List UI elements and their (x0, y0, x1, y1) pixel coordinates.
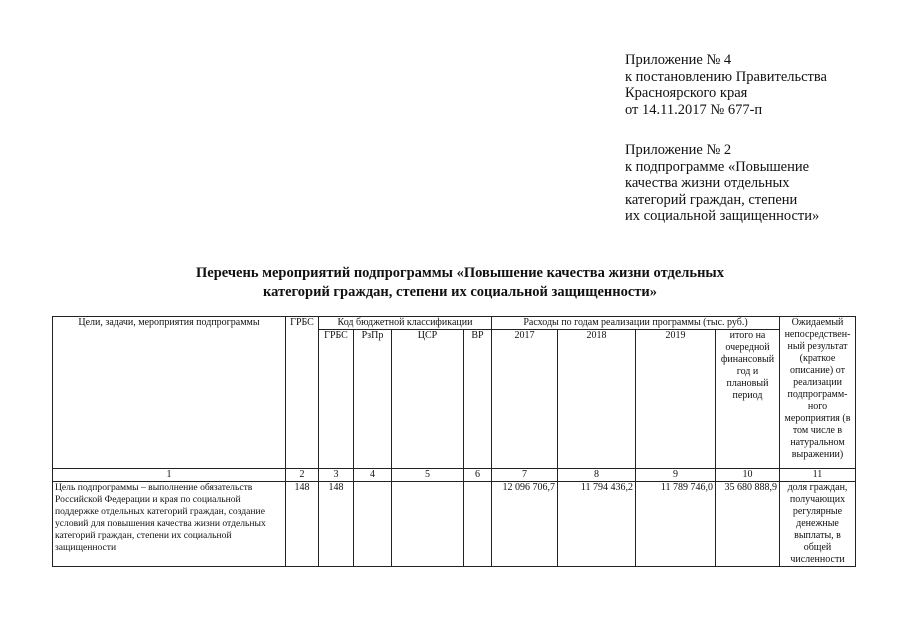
measures-table (52, 316, 856, 567)
column-number: 6 (464, 469, 492, 482)
appendix-4-line2: к постановлению Правительства (625, 68, 827, 85)
appendix-2-line4: категорий граждан, степени (625, 191, 798, 208)
appendix-4-line4: от 14.11.2017 № 677-п (625, 101, 763, 118)
appendix-2-line2: к подпрограмме «Повышение (625, 158, 810, 175)
appendix-2-line5: их социальной защищенности» (625, 208, 820, 224)
code-grbs-value: 148 (319, 482, 354, 567)
header-budget-code: Код бюджетной классификации (319, 317, 492, 330)
header-row-1 (53, 317, 856, 330)
header-total: итого на очередной финансовый год и плановый период (716, 330, 780, 469)
header-sub-vr: ВР (464, 330, 492, 469)
table-row (53, 482, 856, 567)
goal-description: Цель подпрограммы – выполнение обязательств Российской Федерации и края по социальной поддержке отдельных категорий граждан, создание условий для повышения качества жизни отдельных категорий граждан, степени их социальной защищенности (53, 482, 286, 567)
value-total: 35 680 888,9 (716, 482, 780, 567)
header-sub-rzpr: РзПр (354, 330, 392, 469)
column-number: 8 (558, 469, 636, 482)
header-expenses: Расходы по годам реализации программы (тыс. руб.) (492, 317, 780, 330)
appendix-2-line1: Приложение № 2 (625, 142, 732, 158)
appendix-4-block (625, 52, 827, 118)
document-title-line2: категорий граждан, степени их социальной защищенности» (262, 284, 658, 300)
document-title (130, 264, 790, 302)
appendix-2-block (625, 142, 819, 225)
header-year-2017: 2017 (492, 330, 558, 469)
column-numbers-row (53, 469, 856, 482)
header-expected-result: Ожидаемый непосредствен-ный результат (краткое описание) от реализации подпрограмм-ного мероприятия (в том числе в натуральном выражении) (780, 317, 856, 469)
column-number: 11 (780, 469, 856, 482)
column-number: 7 (492, 469, 558, 482)
column-number: 1 (53, 469, 286, 482)
column-number: 2 (286, 469, 319, 482)
header-year-2018: 2018 (558, 330, 636, 469)
header-grbs: ГРБС (286, 317, 319, 469)
value-2019: 11 789 746,0 (636, 482, 716, 567)
vr-value (464, 482, 492, 567)
csr-value (392, 482, 464, 567)
expected-result-value: доля граждан, получающих регулярные денежные выплаты, в общей численности (780, 482, 856, 567)
column-number: 5 (392, 469, 464, 482)
rzpr-value (354, 482, 392, 567)
column-number: 10 (716, 469, 780, 482)
header-goals: Цели, задачи, мероприятия подпрограммы (53, 317, 286, 469)
value-2018: 11 794 436,2 (558, 482, 636, 567)
header-year-2019: 2019 (636, 330, 716, 469)
appendix-2-line3: качества жизни отдельных (625, 175, 790, 191)
appendix-4-line1: Приложение № 4 (625, 52, 732, 68)
appendix-4-line3: Красноярского края (625, 85, 748, 101)
column-number: 4 (354, 469, 392, 482)
document-title-line1: Перечень мероприятий подпрограммы «Повышение качества жизни отдельных (196, 265, 724, 281)
header-sub-csr: ЦСР (392, 330, 464, 469)
grbs-value: 148 (286, 482, 319, 567)
header-sub-grbs: ГРБС (319, 330, 354, 469)
value-2017: 12 096 706,7 (492, 482, 558, 567)
column-number: 9 (636, 469, 716, 482)
column-number: 3 (319, 469, 354, 482)
